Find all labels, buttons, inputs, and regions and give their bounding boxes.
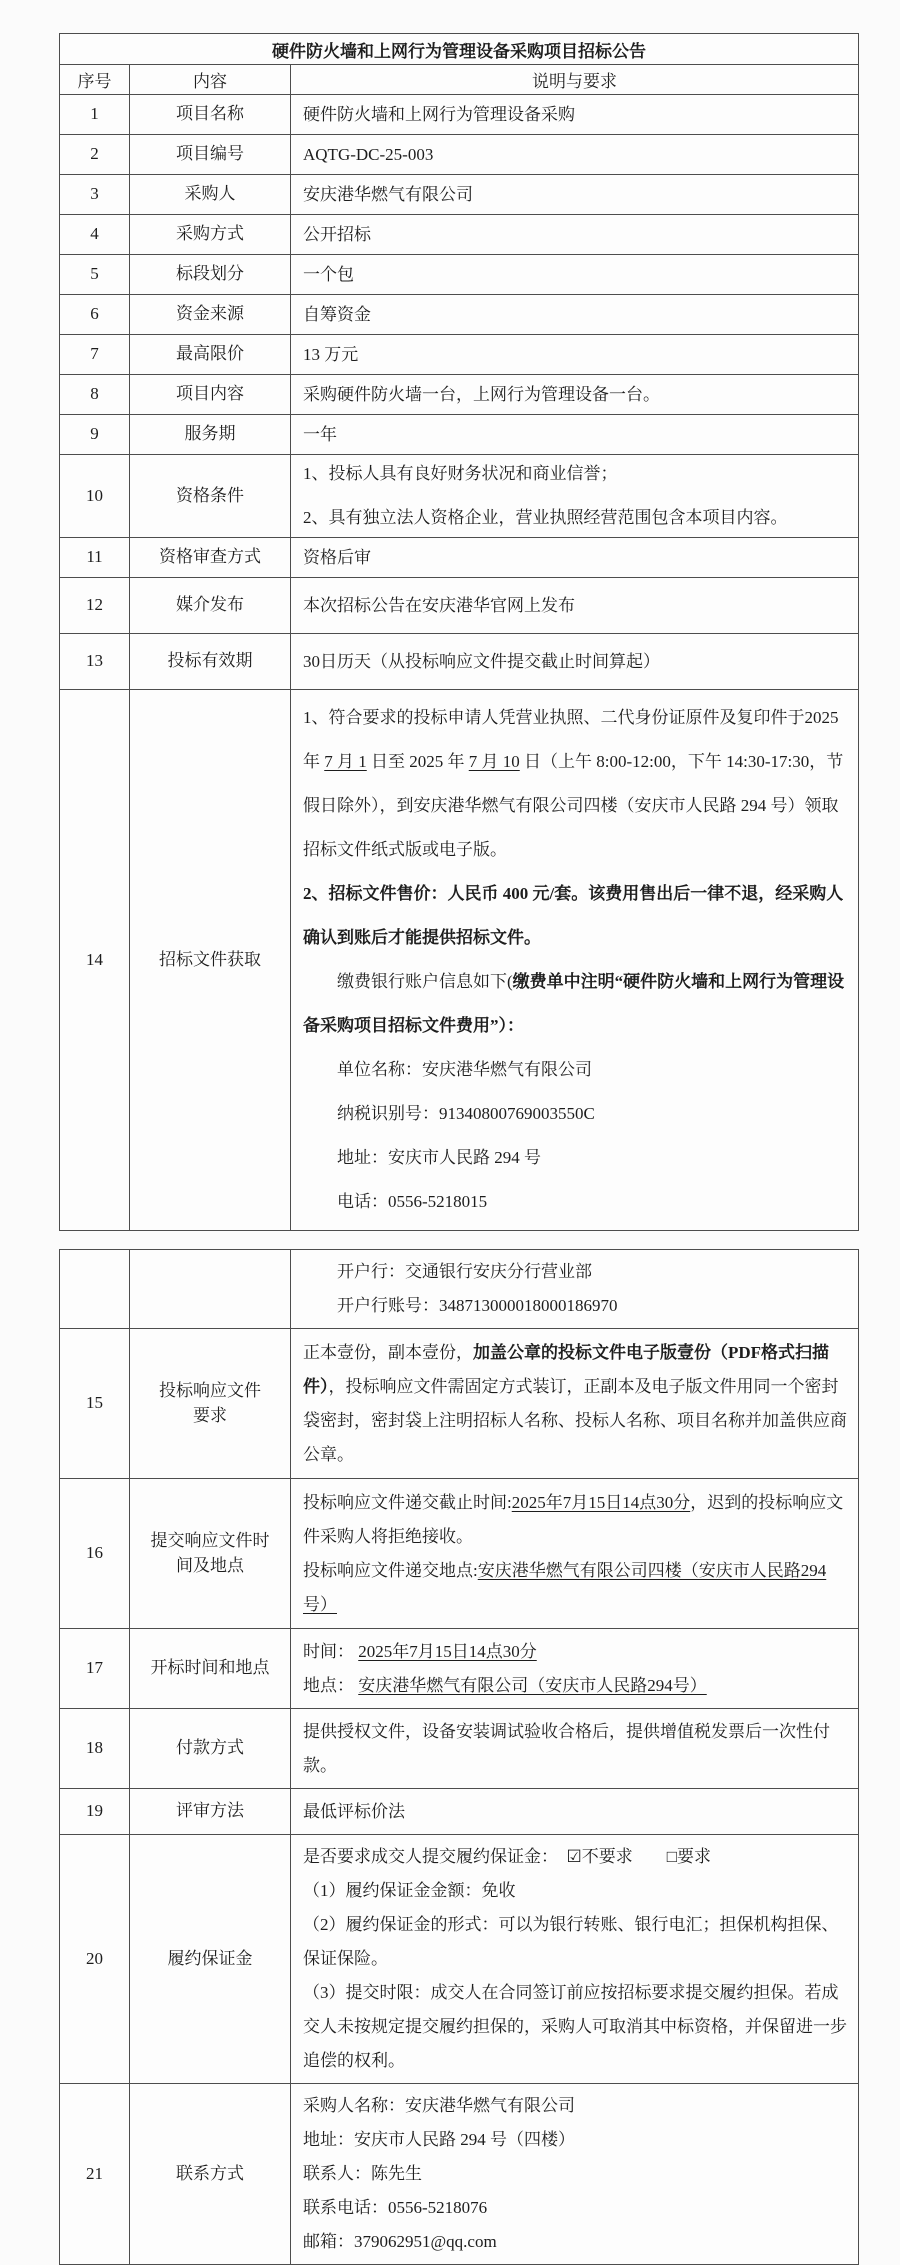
text-segment: 单位名称：安庆港华燃气有限公司 <box>337 1060 592 1079</box>
table-row <box>60 415 859 455</box>
row-number: 5 <box>60 255 130 295</box>
row-label: 评审方法 <box>130 1789 291 1835</box>
text-segment: （3）提交时限：成交人在合同签订前应按招标要求提交履约担保。若成交人未按规定提交履约担保的，采购人可取消其中标资格，并保留进一步追偿的权利。 <box>303 1983 847 2070</box>
desc-paragraph <box>303 262 848 288</box>
text-segment: 1、投标人具有良好财务状况和商业信誉； <box>303 464 618 483</box>
row-label: 最高限价 <box>130 335 291 375</box>
text-segment: 30日历天（从投标响应文件提交截止时间算起） <box>303 651 660 671</box>
underlined-text: 安庆港华燃气有限公司（安庆市人民路294号） <box>358 1675 707 1695</box>
desc-paragraph <box>303 649 848 675</box>
text-segment: 地址：安庆市人民路 294 号（四楼） <box>303 2130 575 2149</box>
table-row <box>60 135 859 175</box>
desc-paragraph <box>303 1635 848 1669</box>
row-description <box>291 690 859 1231</box>
row-number: 17 <box>60 1629 130 1709</box>
row-number: 14 <box>60 690 130 1231</box>
row-label: 采购方式 <box>130 215 291 255</box>
row-description <box>291 415 859 455</box>
desc-paragraph <box>303 1136 848 1180</box>
desc-paragraph <box>303 302 848 328</box>
desc-paragraph <box>303 2191 848 2225</box>
desc-paragraph <box>303 1486 848 1554</box>
row-description <box>291 215 859 255</box>
text-segment: 电话：0556-5218015 <box>337 1192 488 1211</box>
row-description <box>291 1479 859 1629</box>
text-segment: 采购人名称：安庆港华燃气有限公司 <box>303 2096 575 2115</box>
row-description <box>291 175 859 215</box>
table-row <box>60 335 859 375</box>
text-segment: 13 万元 <box>303 344 359 364</box>
text-segment: 硬件防火墙和上网行为管理设备采购 <box>303 104 575 124</box>
desc-paragraph <box>303 1048 848 1092</box>
desc-paragraph <box>303 422 848 448</box>
page-break-gap <box>59 1231 858 1249</box>
text-segment: 日（上午 8:00-12:00，下午 14:30-17:30，节假日除外），到安庆港华燃气有限公司四楼（安庆市人民路 294 号）领取招标文件纸式版或电子版。 <box>303 752 844 859</box>
tender-table-page2 <box>59 1249 859 2265</box>
col-header-desc: 说明与要求 <box>291 65 859 95</box>
col-header-no: 序号 <box>60 65 130 95</box>
row-number: 13 <box>60 634 130 690</box>
desc-paragraph <box>303 1840 848 1874</box>
row-label: 投标有效期 <box>130 634 291 690</box>
column-header-row <box>60 65 859 95</box>
desc-paragraph <box>303 1669 848 1703</box>
row-description <box>291 255 859 295</box>
desc-paragraph <box>303 102 848 128</box>
row-label: 资格审查方式 <box>130 538 291 578</box>
text-segment: 投标响应文件递交截止时间: <box>303 1492 512 1512</box>
desc-paragraph <box>303 1715 848 1783</box>
table-row <box>60 1479 859 1629</box>
text-segment: 公开招标 <box>303 224 371 244</box>
row-number: 19 <box>60 1789 130 1835</box>
text-segment: 邮箱：379062951@qq.com <box>303 2232 497 2251</box>
row-number: 10 <box>60 455 130 538</box>
desc-paragraph <box>303 545 848 571</box>
row-number: 21 <box>60 2084 130 2265</box>
table-row <box>60 538 859 578</box>
underlined-text: 7 月 1 <box>324 752 367 771</box>
row-number: 3 <box>60 175 130 215</box>
row-label: 服务期 <box>130 415 291 455</box>
desc-paragraph <box>303 342 848 368</box>
desc-paragraph <box>303 382 848 408</box>
desc-paragraph <box>303 1255 848 1289</box>
table-row <box>60 255 859 295</box>
row-label: 履约保证金 <box>130 1835 291 2084</box>
table-row <box>60 215 859 255</box>
row-number <box>60 1250 130 1329</box>
text-segment: 最低评标价法 <box>303 1801 405 1821</box>
text-segment: ，投标响应文件需固定方式装订，正副本及电子版文件用同一个密封袋密封，密封袋上注明招标人名称、投标人名称、项目名称并加盖供应商公章。 <box>303 1376 847 1464</box>
desc-paragraph <box>303 505 848 531</box>
text-segment: 安庆港华燃气有限公司 <box>303 184 473 204</box>
desc-paragraph <box>303 593 848 619</box>
row-number: 2 <box>60 135 130 175</box>
row-description <box>291 1250 859 1329</box>
row-description <box>291 538 859 578</box>
row-label: 资金来源 <box>130 295 291 335</box>
text-segment: 日至 2025 年 <box>366 752 469 771</box>
bold-text: 加盖公章的投标文件电子版壹份（PDF格式扫描件） <box>303 1342 830 1396</box>
desc-paragraph <box>303 2123 848 2157</box>
desc-paragraph <box>303 696 848 872</box>
row-number: 7 <box>60 335 130 375</box>
row-description <box>291 1835 859 2084</box>
desc-paragraph <box>303 2225 848 2259</box>
text-segment: 联系电话：0556-5218076 <box>303 2198 488 2217</box>
col-header-content: 内容 <box>130 65 291 95</box>
row-description <box>291 95 859 135</box>
row-label: 付款方式 <box>130 1709 291 1789</box>
row-label: 项目编号 <box>130 135 291 175</box>
desc-paragraph <box>303 1092 848 1136</box>
desc-paragraph <box>303 222 848 248</box>
checkbox-checked-icon: ☑ <box>566 1847 582 1866</box>
table-row <box>60 1789 859 1835</box>
text-segment: 2、具有独立法人资格企业，营业执照经营范围包含本项目内容。 <box>303 508 788 527</box>
text-segment: 一年 <box>303 424 337 444</box>
row-number: 9 <box>60 415 130 455</box>
desc-paragraph <box>303 1874 848 1908</box>
row-label <box>130 1250 291 1329</box>
table-row <box>60 1329 859 1479</box>
bold-text: ）： <box>498 1016 524 1035</box>
row-label: 开标时间和地点 <box>130 1629 291 1709</box>
row-number: 11 <box>60 538 130 578</box>
text-segment: 开户行账号：348713000018000186970 <box>337 1296 618 1315</box>
row-description <box>291 1329 859 1479</box>
row-number: 4 <box>60 215 130 255</box>
row-description <box>291 634 859 690</box>
desc-paragraph <box>303 461 848 487</box>
text-segment: 一个包 <box>303 264 354 284</box>
text-segment: 联系人：陈先生 <box>303 2164 422 2183</box>
desc-paragraph <box>303 1908 848 1976</box>
table-row <box>60 1835 859 2084</box>
row-number: 20 <box>60 1835 130 2084</box>
text-segment: 本次招标公告在安庆港华官网上发布 <box>303 595 575 615</box>
tender-table-page1 <box>59 33 859 1231</box>
text-segment: （2）履约保证金的形式：可以为银行转账、银行电汇；担保机构担保、保证保险。 <box>303 1915 839 1968</box>
row-label: 媒介发布 <box>130 578 291 634</box>
row-description <box>291 295 859 335</box>
row-description <box>291 335 859 375</box>
row-description <box>291 1789 859 1835</box>
desc-paragraph <box>303 1289 848 1323</box>
table-row <box>60 1250 859 1329</box>
row-description <box>291 578 859 634</box>
text-segment: 时间： <box>303 1641 359 1661</box>
text-segment: ，迟到的投标响应文件采购人将拒绝接收。 <box>303 1492 844 1546</box>
row-label: 标段划分 <box>130 255 291 295</box>
text-segment: 纳税识别号：91340800769003550C <box>337 1104 595 1123</box>
row-number: 6 <box>60 295 130 335</box>
row-label: 招标文件获取 <box>130 690 291 1231</box>
table-row <box>60 690 859 1231</box>
text-segment: 提供授权文件，设备安装调试验收合格后，提供增值税发票后一次性付款。 <box>303 1721 830 1775</box>
text-segment: 正本壹份，副本壹份， <box>303 1342 473 1362</box>
text-segment: 开户行：交通银行安庆分行营业部 <box>337 1262 592 1281</box>
row-label: 项目内容 <box>130 375 291 415</box>
text-segment: 自筹资金 <box>303 304 371 324</box>
row-label: 采购人 <box>130 175 291 215</box>
desc-paragraph <box>303 1180 848 1224</box>
row-label: 项目名称 <box>130 95 291 135</box>
table-row <box>60 1629 859 1709</box>
desc-paragraph <box>303 872 848 960</box>
desc-paragraph <box>303 1336 848 1472</box>
row-number: 16 <box>60 1479 130 1629</box>
text-segment: AQTG-DC-25-003 <box>303 144 434 164</box>
text-segment: 缴费银行账户信息如下( <box>337 972 513 991</box>
table-row <box>60 578 859 634</box>
underlined-text: 7 月 10 <box>468 752 520 771</box>
underlined-text: 2025年7月15日14点30分 <box>358 1641 537 1661</box>
desc-paragraph <box>303 182 848 208</box>
row-label: 资格条件 <box>130 455 291 538</box>
document-title: 硬件防火墙和上网行为管理设备采购项目招标公告 <box>60 34 859 65</box>
desc-paragraph <box>303 1976 848 2078</box>
row-description <box>291 375 859 415</box>
row-number: 1 <box>60 95 130 135</box>
table-row <box>60 295 859 335</box>
checkbox-unchecked-icon: □ <box>666 1847 678 1866</box>
bold-text: 缴费单中注明“硬件防火墙和上网行为管理设备采购项目招标文件费用” <box>303 972 845 1035</box>
row-label: 联系方式 <box>130 2084 291 2265</box>
bold-text: 2、招标文件售价：人民币 400 元/套。该费用售出后一律不退，经采购人确认到账后才能提供招标文件。 <box>303 884 844 947</box>
table-row <box>60 175 859 215</box>
row-number: 8 <box>60 375 130 415</box>
text-segment: 地点： <box>303 1675 359 1695</box>
text-segment: 不要求 <box>581 1847 667 1866</box>
row-label: 投标响应文件 要求 <box>130 1329 291 1479</box>
underlined-text: 2025年7月15日14点30分 <box>511 1492 691 1512</box>
row-description <box>291 1629 859 1709</box>
desc-paragraph <box>303 960 848 1048</box>
text-segment: 采购硬件防火墙一台，上网行为管理设备一台。 <box>303 384 660 404</box>
table-row <box>60 634 859 690</box>
text-segment: 要求 <box>677 1847 712 1866</box>
row-number: 18 <box>60 1709 130 1789</box>
row-number: 12 <box>60 578 130 634</box>
row-description <box>291 1709 859 1789</box>
table-row <box>60 375 859 415</box>
table-row <box>60 455 859 538</box>
row-description <box>291 135 859 175</box>
text-segment: （1）履约保证金金额：免收 <box>303 1881 516 1900</box>
text-segment: 是否要求成交人提交履约保证金： <box>303 1847 567 1866</box>
title-row <box>60 34 859 65</box>
desc-paragraph <box>303 1554 848 1622</box>
table-row <box>60 95 859 135</box>
table-row <box>60 1709 859 1789</box>
desc-paragraph <box>303 1795 848 1829</box>
desc-paragraph <box>303 2157 848 2191</box>
text-segment: 资格后审 <box>303 547 371 567</box>
underlined-text: 安庆港华燃气有限公司四楼（安庆市人民路294号） <box>303 1560 827 1614</box>
text-segment: 投标响应文件递交地点: <box>303 1560 478 1580</box>
desc-paragraph <box>303 2089 848 2123</box>
row-label: 提交响应文件时 间及地点 <box>130 1479 291 1629</box>
text-segment: 地址：安庆市人民路 294 号 <box>337 1148 541 1167</box>
row-number: 15 <box>60 1329 130 1479</box>
text-segment: 1、符合要求的投标申请人凭营业执照、二代身份证原件及复印件于2025 年 <box>303 708 839 771</box>
desc-paragraph <box>303 142 848 168</box>
row-description <box>291 455 859 538</box>
